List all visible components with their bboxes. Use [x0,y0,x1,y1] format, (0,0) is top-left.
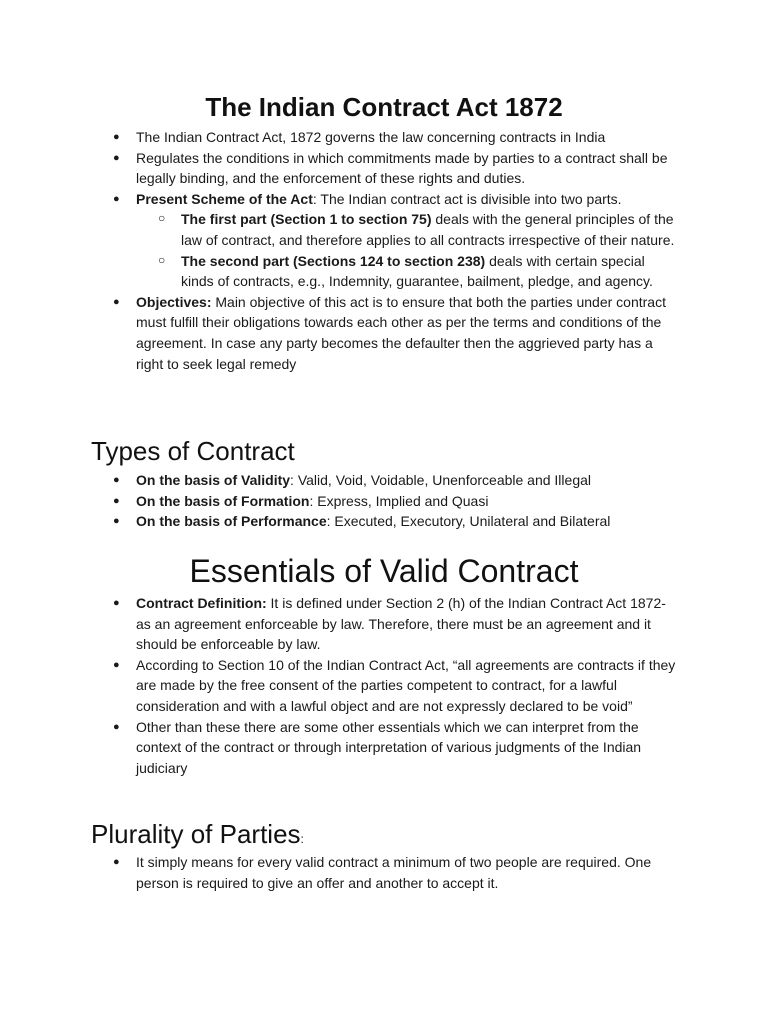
bullet-icon: ● [113,151,120,164]
bullet-icon: ● [113,295,120,308]
list-item: ● On the basis of Formation: Express, Implied and Quasi [0,491,768,512]
bullet-icon: ● [113,494,120,507]
types-list [0,470,768,532]
essentials-list [0,593,768,778]
types-heading: Types of Contract [91,436,295,466]
list-item: ● Regulates the conditions in which commitments made by parties to a contract shall be legally binding, and the enforcement of these rights and duties. [113,149,668,187]
bullet-icon: ● [113,856,120,868]
sub-list-item: ○ The first part (Section 1 to section 75) deals with the general principles of the law of contract, and therefore applies to all contracts irrespective of their nature. [0,209,768,250]
list-item: ● Contract Definition: It is defined under Section 2 (h) of the Indian Contract Act 1872- as an agreement enforceable by law. Therefore, there must be an agreement and it should be enforceable by law. [113,595,666,653]
bullet-icon: ● [113,515,120,528]
bullet-icon: ● [113,474,120,486]
hollow-bullet-icon: ○ [158,211,166,226]
list-item: ● According to Section 10 of the Indian Contract Act, “all agreements are contracts if they are made by the free consent of the parties competent to contract, for a lawful consideration and with a lawful object and are not expressly declared to be void” [113,656,676,714]
bullet-icon: ● [113,597,120,609]
list-item: ● The Indian Contract Act, 1872 governs the law concerning contracts in India [0,127,768,148]
essentials-heading: Essentials of Valid Contract [189,553,579,589]
bullet-icon: ● [113,131,120,143]
list-item: ● Other than these there are some other essentials which we can interpret from the context of the contract or through interpretation of various judgments of the Indian judiciary [113,718,642,776]
list-item: ● On the basis of Performance: Executed, Executory, Unilateral and Bilateral [0,511,768,532]
list-item: ● On the basis of Validity: Valid, Void, Voidable, Unenforceable and Illegal [0,470,768,491]
hollow-bullet-icon: ○ [158,252,166,267]
sub-list-item: ○ The second part (Sections 124 to section 238) deals with certain special kinds of contracts, e.g., Indemnity, guarantee, bailment, pledge, and agency. [0,251,768,292]
list-item: ● Present Scheme of the Act: The Indian contract act is divisible into two parts. [0,189,768,210]
plurality-heading: Plurality of Parties: [91,819,304,849]
list-item: ● It simply means for every valid contract a minimum of two people are required. One person is required to give an offer and another to accept it. [113,854,652,891]
page-title: The Indian Contract Act 1872 [205,92,563,122]
plurality-list [0,852,768,893]
bullet-icon: ● [113,192,120,205]
intro-list [0,127,768,374]
bullet-icon: ● [113,658,120,671]
list-item: ● Objectives: Main objective of this act is to ensure that both the parties under contract must fulfill their obligations towards each other as per the terms and conditions of the agreement. In case any party becomes the defaulter then the aggrieved party has a right to seek legal remedy [113,293,666,372]
bullet-icon: ● [113,720,120,733]
